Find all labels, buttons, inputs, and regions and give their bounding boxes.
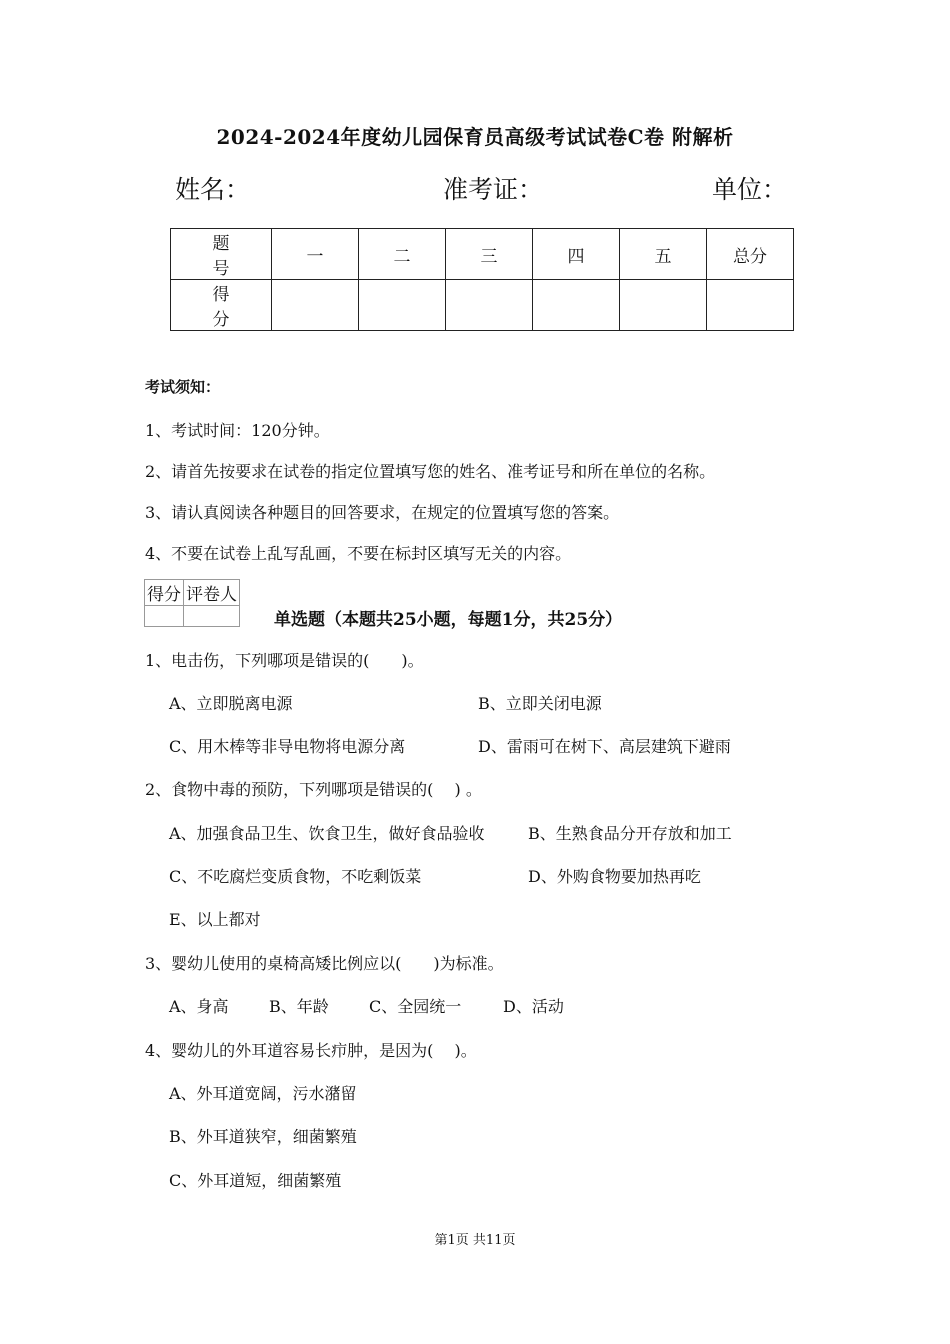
score-cell <box>359 280 446 331</box>
grader-reviewer-cell <box>184 606 240 627</box>
option: D、活动 <box>503 997 564 1016</box>
page-footer: 第1页 共11页 <box>434 1233 516 1248</box>
option: D、雷雨可在树下、高层建筑下避雨 <box>478 737 731 756</box>
score-table-header-row <box>171 229 794 280</box>
option: B、立即关闭电源 <box>478 694 602 713</box>
option: D、外购食物要加热再吃 <box>528 867 701 886</box>
score-cell <box>272 280 359 331</box>
option: C、全园统一 <box>369 997 462 1016</box>
exam-id-field-label: 准考证： <box>443 175 544 204</box>
option: C、不吃腐烂变质食物，不吃剩饭菜 <box>169 867 422 886</box>
question-stem: 4、婴幼儿的外耳道容易长疖肿，是因为( )。 <box>145 1041 477 1060</box>
score-table-row-label: 得 分 <box>171 280 272 331</box>
option: E、以上都对 <box>169 910 261 929</box>
score-cell <box>446 280 533 331</box>
name-field-label: 姓名： <box>175 175 251 204</box>
score-cell <box>620 280 707 331</box>
notice-item: 2、请首先按要求在试卷的指定位置填写您的姓名、准考证号和所在单位的名称。 <box>145 462 716 481</box>
option: A、外耳道宽阔，污水潴留 <box>169 1084 357 1103</box>
section-title: 单选题（本题共25小题，每题1分，共25分） <box>274 610 623 630</box>
score-table <box>170 228 794 331</box>
question-stem: 1、电击伤，下列哪项是错误的( )。 <box>145 651 424 670</box>
page-title: 2024-2024年度幼儿园保育员高级考试试卷C卷 附解析 <box>216 125 734 149</box>
unit-field-label: 单位： <box>712 175 788 204</box>
score-table-header-label: 题 号 <box>171 229 272 280</box>
option: C、用木棒等非导电物将电源分离 <box>169 737 406 756</box>
score-cell <box>533 280 620 331</box>
score-cell <box>707 280 794 331</box>
option: A、身高 <box>169 997 229 1016</box>
score-table-header-cell: 四 <box>533 229 620 280</box>
option: B、生熟食品分开存放和加工 <box>528 824 732 843</box>
notice-item: 3、请认真阅读各种题目的回答要求，在规定的位置填写您的答案。 <box>145 503 620 522</box>
option: A、加强食品卫生、饮食卫生，做好食品验收 <box>169 824 485 843</box>
score-table-header-cell: 总分 <box>707 229 794 280</box>
grader-score-label: 得分 <box>145 580 184 606</box>
grader-box <box>144 579 240 627</box>
notice-item: 4、不要在试卷上乱写乱画，不要在标封区填写无关的内容。 <box>145 544 572 563</box>
grader-score-cell <box>145 606 184 627</box>
option: C、外耳道短，细菌繁殖 <box>169 1171 342 1190</box>
notice-item: 1、考试时间：120分钟。 <box>145 421 330 440</box>
option: A、立即脱离电源 <box>169 694 293 713</box>
option: B、外耳道狭窄，细菌繁殖 <box>169 1127 357 1146</box>
option: B、年龄 <box>269 997 329 1016</box>
grader-reviewer-label: 评卷人 <box>184 580 240 606</box>
question-stem: 3、婴幼儿使用的桌椅高矮比例应以( )为标准。 <box>145 954 504 973</box>
notice-heading: 考试须知： <box>145 378 221 396</box>
score-table-header-cell: 二 <box>359 229 446 280</box>
score-table-header-cell: 三 <box>446 229 533 280</box>
question-stem: 2、食物中毒的预防，下列哪项是错误的( ) 。 <box>145 780 482 799</box>
score-table-header-cell: 五 <box>620 229 707 280</box>
score-table-score-row <box>171 280 794 331</box>
score-table-header-cell: 一 <box>272 229 359 280</box>
